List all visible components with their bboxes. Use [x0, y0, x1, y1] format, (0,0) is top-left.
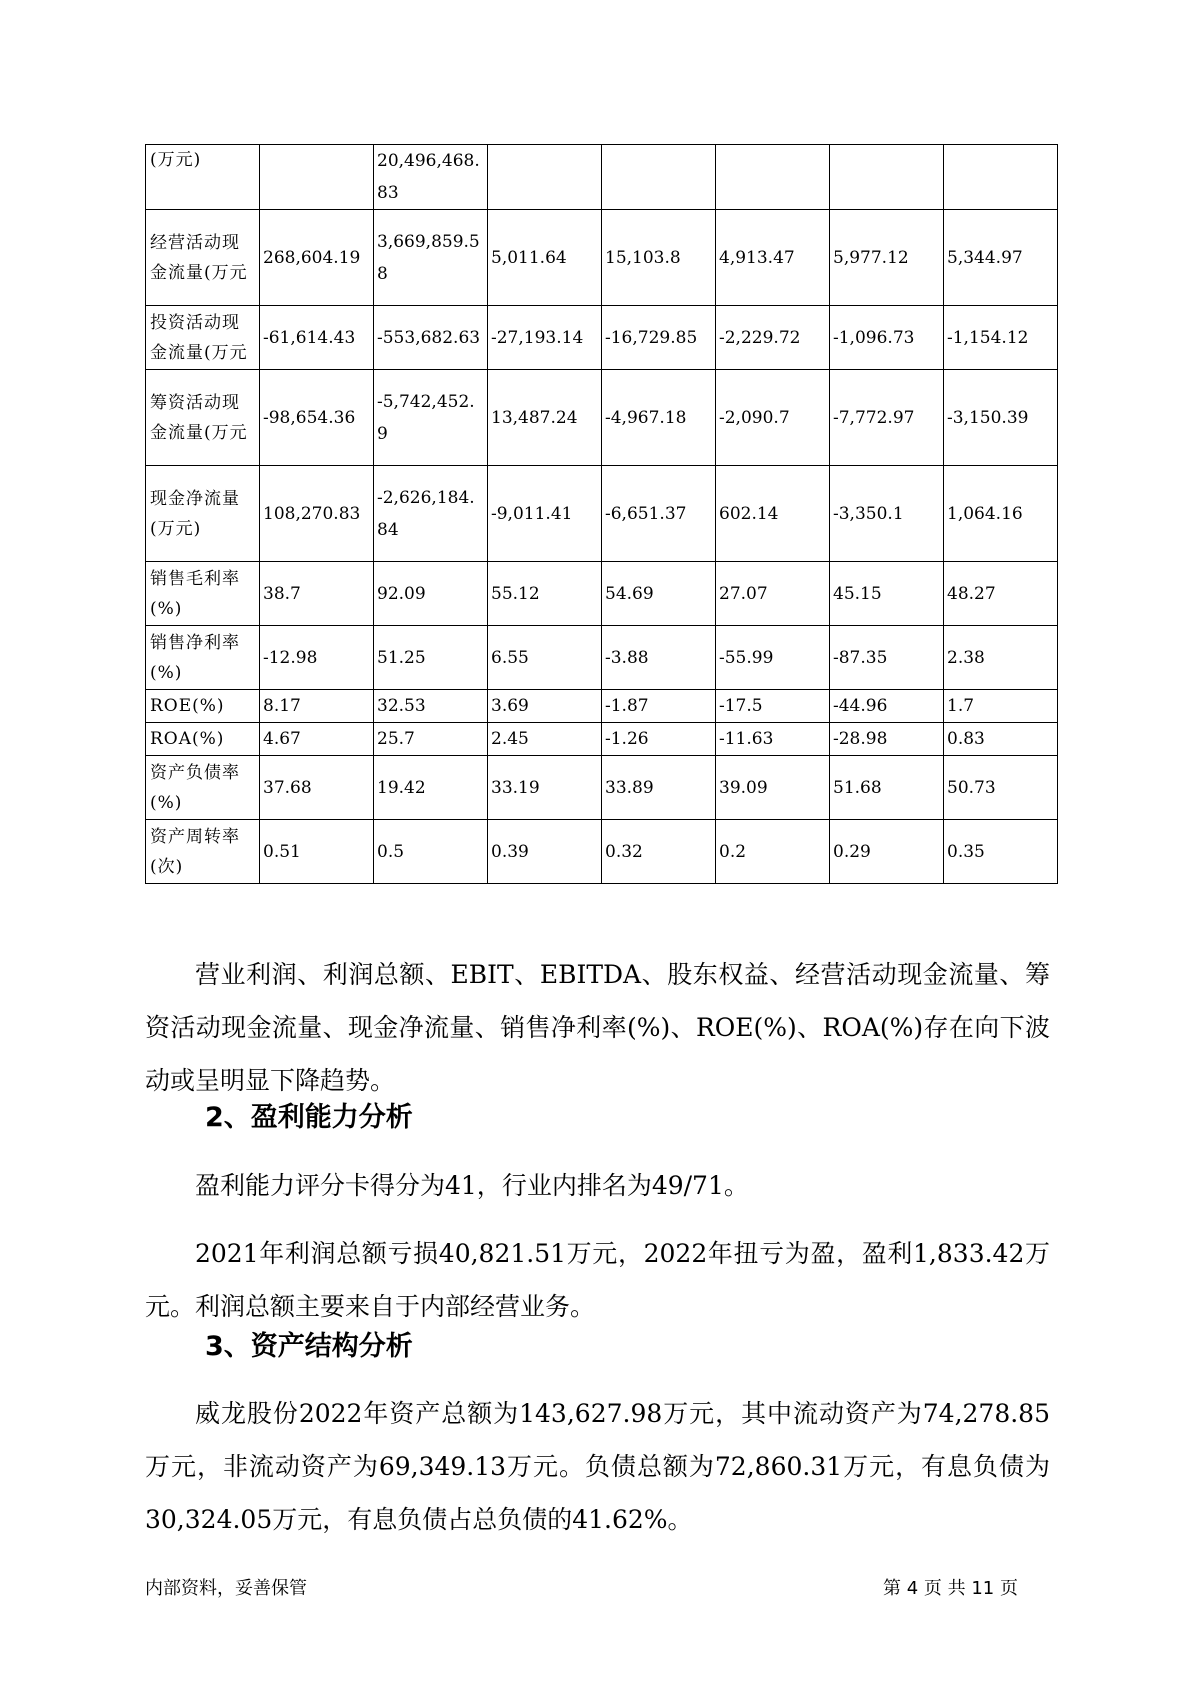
row-label: ROA(%)	[146, 723, 260, 756]
table-cell: -55.99	[716, 626, 830, 690]
table-cell: 15,103.8	[602, 210, 716, 306]
table-cell: 3.69	[488, 690, 602, 723]
table-cell: -87.35	[830, 626, 944, 690]
table-cell: 50.73	[944, 756, 1058, 820]
table-cell: 0.29	[830, 820, 944, 884]
table-cell: 602.14	[716, 466, 830, 562]
table-row	[146, 466, 1058, 562]
table-cell: -17.5	[716, 690, 830, 723]
table-row	[146, 370, 1058, 466]
footer-page-number: 第 4 页 共 11 页	[883, 1578, 1018, 1599]
table-cell: 0.32	[602, 820, 716, 884]
table-cell: -5,742,452.9	[374, 370, 488, 466]
profit-total-paragraph: 2021年利润总额亏损40,821.51万元，2022年扭亏为盈，盈利1,833.42万元。利润总额主要来自于内部经营业务。	[145, 1239, 1050, 1321]
table-cell: 51.68	[830, 756, 944, 820]
section-heading-profitability: 2、盈利能力分析	[205, 1102, 413, 1133]
table-cell: 92.09	[374, 562, 488, 626]
table-cell	[716, 145, 830, 210]
table-cell: -7,772.97	[830, 370, 944, 466]
table-row	[146, 145, 1058, 210]
table-row	[146, 210, 1058, 306]
table-cell	[830, 145, 944, 210]
table-cell: 6.55	[488, 626, 602, 690]
table-cell: 38.7	[260, 562, 374, 626]
table-cell: 0.35	[944, 820, 1058, 884]
table-cell: -11.63	[716, 723, 830, 756]
table-cell: -3,350.1	[830, 466, 944, 562]
table-cell: -1.26	[602, 723, 716, 756]
table-row	[146, 820, 1058, 884]
table-cell: 39.09	[716, 756, 830, 820]
row-label: 资产周转率(次)	[146, 820, 260, 884]
table-cell: 0.39	[488, 820, 602, 884]
table-cell: -27,193.14	[488, 306, 602, 370]
table-cell: 33.19	[488, 756, 602, 820]
table-cell: 5,977.12	[830, 210, 944, 306]
row-label: 现金净流量(万元)	[146, 466, 260, 562]
table-cell: 5,011.64	[488, 210, 602, 306]
financial-indicators-table	[145, 144, 1058, 884]
table-cell: -3,150.39	[944, 370, 1058, 466]
row-label: 资产负债率(%)	[146, 756, 260, 820]
table-cell: 8.17	[260, 690, 374, 723]
row-label: 经营活动现金流量(万元	[146, 210, 260, 306]
table-cell: 1,064.16	[944, 466, 1058, 562]
table-cell: -61,614.43	[260, 306, 374, 370]
table-cell: -6,651.37	[602, 466, 716, 562]
table-cell: 268,604.19	[260, 210, 374, 306]
table-cell: -1,154.12	[944, 306, 1058, 370]
table-cell: -2,626,184.84	[374, 466, 488, 562]
section-heading-asset-structure: 3、资产结构分析	[205, 1331, 413, 1362]
table-cell: 37.68	[260, 756, 374, 820]
table-cell: 2.38	[944, 626, 1058, 690]
table-cell: 108,270.83	[260, 466, 374, 562]
table-cell: -44.96	[830, 690, 944, 723]
table-cell: 4.67	[260, 723, 374, 756]
table-cell: 20,496,468.83	[374, 145, 488, 210]
table-cell: -16,729.85	[602, 306, 716, 370]
table-cell: -28.98	[830, 723, 944, 756]
table-cell: 1.7	[944, 690, 1058, 723]
table-cell: 0.51	[260, 820, 374, 884]
table-cell: -2,090.7	[716, 370, 830, 466]
table-cell: 33.89	[602, 756, 716, 820]
table-cell: 55.12	[488, 562, 602, 626]
table-cell: 19.42	[374, 756, 488, 820]
row-label: 投资活动现金流量(万元	[146, 306, 260, 370]
table-row	[146, 306, 1058, 370]
table-row	[146, 756, 1058, 820]
table-cell: 0.83	[944, 723, 1058, 756]
row-label: 销售净利率(%)	[146, 626, 260, 690]
footer-confidential-note: 内部资料，妥善保管	[145, 1578, 307, 1599]
table-cell: -3.88	[602, 626, 716, 690]
table-row	[146, 562, 1058, 626]
table-row	[146, 626, 1058, 690]
table-cell: -9,011.41	[488, 466, 602, 562]
table-cell: 0.5	[374, 820, 488, 884]
table-body	[146, 145, 1058, 884]
table-cell	[602, 145, 716, 210]
table-cell: -98,654.36	[260, 370, 374, 466]
row-label: ROE(%)	[146, 690, 260, 723]
table-cell: 32.53	[374, 690, 488, 723]
asset-structure-paragraph: 威龙股份2022年资产总额为143,627.98万元，其中流动资产为74,278.85万元，非流动资产为69,349.13万元。负债总额为72,860.31万元，有息负债为30,324.05万元，有息负债占总负债的41.62%。	[145, 1399, 1050, 1534]
table-cell: 25.7	[374, 723, 488, 756]
table-cell: -1,096.73	[830, 306, 944, 370]
table-cell: -12.98	[260, 626, 374, 690]
table-cell: -1.87	[602, 690, 716, 723]
table-cell: -553,682.63	[374, 306, 488, 370]
row-label: 筹资活动现金流量(万元	[146, 370, 260, 466]
table-cell	[944, 145, 1058, 210]
table-cell: 48.27	[944, 562, 1058, 626]
trend-summary-paragraph: 营业利润、利润总额、EBIT、EBITDA、股东权益、经营活动现金流量、筹资活动现金流量、现金净流量、销售净利率(%)、ROE(%)、ROA(%)存在向下波动或呈明显下降趋势。	[145, 960, 1050, 1095]
table-cell: 51.25	[374, 626, 488, 690]
table-cell: 27.07	[716, 562, 830, 626]
row-label: 销售毛利率(%)	[146, 562, 260, 626]
table-cell: 0.2	[716, 820, 830, 884]
profitability-score-paragraph: 盈利能力评分卡得分为41，行业内排名为49/71。	[195, 1171, 749, 1200]
table-cell: 4,913.47	[716, 210, 830, 306]
table-cell	[260, 145, 374, 210]
table-cell: 13,487.24	[488, 370, 602, 466]
table-cell: -4,967.18	[602, 370, 716, 466]
table-cell	[488, 145, 602, 210]
table-cell: 2.45	[488, 723, 602, 756]
table-cell: 5,344.97	[944, 210, 1058, 306]
table-cell: 45.15	[830, 562, 944, 626]
table-cell: 3,669,859.58	[374, 210, 488, 306]
row-label: (万元)	[146, 145, 260, 210]
table-row	[146, 690, 1058, 723]
table-cell: 54.69	[602, 562, 716, 626]
table-row	[146, 723, 1058, 756]
table-cell: -2,229.72	[716, 306, 830, 370]
